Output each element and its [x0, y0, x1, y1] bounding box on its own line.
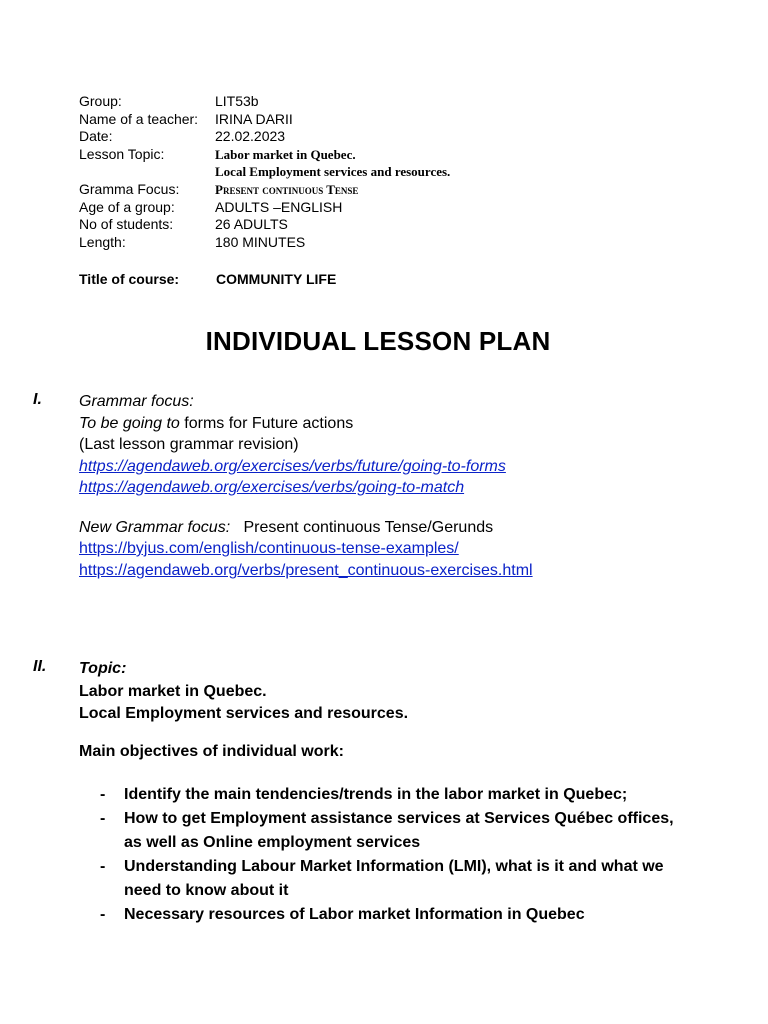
section-heading: Grammar focus:: [79, 393, 194, 410]
revision-note: (Last lesson grammar revision): [79, 436, 299, 453]
list-item-text: Necessary resources of Labor market Information in Quebec: [124, 906, 585, 923]
section-heading: Topic:: [79, 660, 127, 677]
info-label: Lesson Topic:: [79, 145, 165, 162]
info-value: 180 MINUTES: [215, 233, 306, 250]
info-value: 26 ADULTS: [215, 216, 288, 233]
list-item: [100, 903, 694, 927]
section-numeral: I.: [33, 391, 42, 408]
list-item: [100, 807, 694, 855]
info-row-length: [79, 234, 450, 252]
course-value: COMMUNITY LIFE: [216, 271, 337, 287]
info-row-date: [79, 128, 450, 146]
topic-line: Labor market in Quebec.: [79, 682, 267, 700]
info-row-topic: [79, 146, 450, 164]
grammar-term: To be going to: [79, 414, 180, 432]
new-grammar-value: Present continuous Tense/Gerunds: [230, 518, 494, 536]
objectives-label: Main objectives of individual work:: [79, 742, 344, 760]
info-label: [79, 163, 215, 181]
info-row-group: [79, 93, 450, 111]
info-value: LIT53b: [215, 93, 259, 109]
info-label: Group:: [79, 93, 122, 109]
objectives-list: [100, 783, 694, 927]
course-label: Title of course:: [79, 271, 180, 287]
info-value: Labor market in Quebec.: [215, 146, 356, 162]
lesson-info-table: [79, 93, 450, 251]
list-item: [100, 855, 694, 903]
info-value: Local Employment services and resources.: [215, 164, 451, 180]
page-title: INDIVIDUAL LESSON PLAN: [205, 326, 551, 356]
info-row-students: [79, 216, 450, 234]
info-row-age: [79, 199, 450, 217]
topic-line: Local Employment services and resources.: [79, 705, 409, 722]
info-row-topic-cont: [79, 163, 450, 181]
exercise-link[interactable]: https://agendaweb.org/exercises/verbs/future/going-to-forms: [79, 457, 506, 475]
info-value: ADULTS –ENGLISH: [215, 198, 343, 215]
bullet-dash: -: [100, 906, 106, 923]
list-item: [100, 783, 694, 807]
info-row-teacher: [79, 111, 450, 129]
list-item-text: How to get Employment assistance services at Services Québec offices, as well as Online employment services: [124, 810, 674, 851]
bullet-dash: -: [100, 858, 106, 875]
info-value: 22.02.2023: [215, 128, 286, 145]
grammar-focus-section: [79, 391, 533, 581]
info-value: Present continuous Tense: [215, 181, 359, 197]
info-label: Date:: [79, 128, 113, 145]
info-label: Length:: [79, 233, 126, 250]
info-label: Gramma Focus:: [79, 180, 180, 197]
course-title-row: [79, 271, 336, 287]
info-label: Name of a teacher:: [79, 110, 199, 127]
exercise-link[interactable]: https://agendaweb.org/exercises/verbs/going-to-match: [79, 479, 465, 496]
list-item-text: Identify the main tendencies/trends in the labor market in Quebec;: [124, 786, 628, 803]
grammar-line: [79, 413, 533, 435]
grammar-desc: forms for Future actions: [179, 414, 354, 432]
list-item-text: Understanding Labour Market Information (LMI), what is it and what we need to know about it: [124, 858, 664, 899]
info-row-grammar: [79, 181, 450, 199]
bullet-dash: -: [100, 810, 106, 827]
exercise-link[interactable]: https://byjus.com/english/continuous-tense-examples/: [79, 540, 459, 557]
spacer: [79, 499, 533, 517]
section-numeral: II.: [33, 658, 47, 675]
new-grammar-label: New Grammar focus:: [79, 518, 231, 536]
info-label: No of students:: [79, 216, 174, 233]
new-grammar-line: [79, 517, 533, 539]
spacer: [79, 726, 408, 741]
info-label: Age of a group:: [79, 198, 175, 215]
exercise-link[interactable]: https://agendaweb.org/verbs/present_continuous-exercises.html: [79, 561, 533, 579]
info-value: IRINA DARII: [215, 110, 293, 127]
bullet-dash: -: [100, 786, 106, 803]
topic-section: [79, 658, 408, 763]
